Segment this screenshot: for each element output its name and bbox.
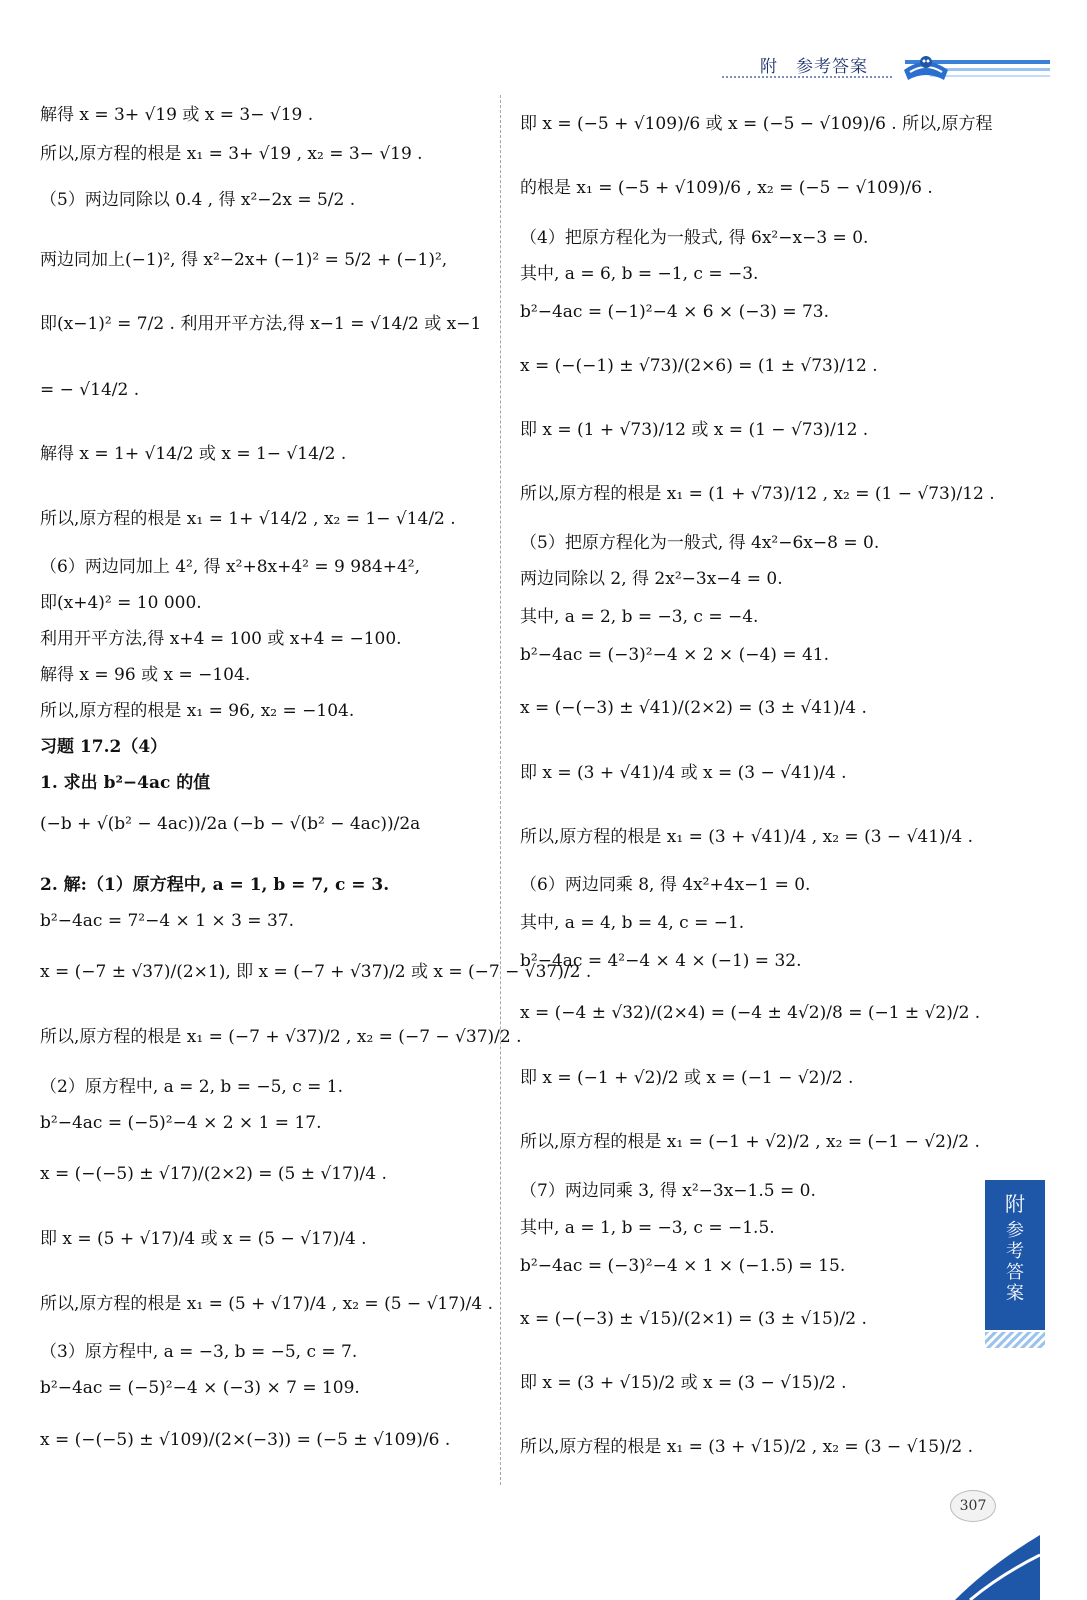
text-line: b²−4ac = (−1)²−4 × 6 × (−3) = 73. [520, 302, 829, 322]
text-line: 利用开平方法,得 x+4 = 100 或 x+4 = −100. [40, 629, 402, 649]
text-line: (−b + √(b² − 4ac))/2a (−b − √(b² − 4ac))/2a [40, 814, 421, 834]
column-divider [500, 95, 501, 1485]
side-tab-stripes [985, 1332, 1045, 1348]
text-line: 所以,原方程的根是 x₁ = 1+ √14/2 , x₂ = 1− √14/2 . [40, 509, 456, 529]
text-line: = − √14/2 . [40, 380, 140, 400]
header-title: 附 参考答案 [760, 57, 868, 77]
text-line: 两边同加上(−1)², 得 x²−2x+ (−1)² = 5/2 + (−1)², [40, 250, 448, 270]
text-line: 的根是 x₁ = (−5 + √109)/6 , x₂ = (−5 − √109)/6 . [520, 178, 933, 198]
text-line: 即 x = (−1 + √2)/2 或 x = (−1 − √2)/2 . [520, 1068, 854, 1088]
book-mascot-icon [900, 50, 952, 86]
text-line: 即(x−1)² = 7/2 . 利用开平方法,得 x−1 = √14/2 或 x−1 [40, 314, 482, 334]
text-line: 解得 x = 3+ √19 或 x = 3− √19 . [40, 105, 314, 125]
text-line: 即 x = (−5 + √109)/6 或 x = (−5 − √109)/6 . 所以,原方程 [520, 114, 993, 134]
side-tab-top: 附 [1005, 1192, 1025, 1216]
text-line: 1. 求出 b²−4ac 的值 [40, 773, 211, 793]
text-line: x = (−(−3) ± √41)/(2×2) = (3 ± √41)/4 . [520, 698, 867, 718]
text-line: 其中, a = 1, b = −3, c = −1.5. [520, 1218, 775, 1238]
text-line: x = (−7 ± √37)/(2×1), 即 x = (−7 + √37)/2 或 x = (−7 − √37)/2 . [40, 962, 592, 982]
text-line: 其中, a = 6, b = −1, c = −3. [520, 264, 759, 284]
header-dotted-rule [722, 76, 892, 78]
text-line: 所以,原方程的根是 x₁ = 3+ √19 , x₂ = 3− √19 . [40, 144, 423, 164]
text-line: （2）原方程中, a = 2, b = −5, c = 1. [40, 1077, 344, 1097]
side-tab-label: 参考答案 [1006, 1220, 1024, 1304]
text-line: （6）两边同乘 8, 得 4x²+4x−1 = 0. [520, 875, 811, 895]
text-line: （5）两边同除以 0.4 , 得 x²−2x = 5/2 . [40, 190, 356, 210]
text-line: （5）把原方程化为一般式, 得 4x²−6x−8 = 0. [520, 533, 880, 553]
text-line: x = (−(−5) ± √17)/(2×2) = (5 ± √17)/4 . [40, 1164, 387, 1184]
text-line: 即 x = (3 + √41)/4 或 x = (3 − √41)/4 . [520, 763, 847, 783]
text-line: 所以,原方程的根是 x₁ = (3 + √15)/2 , x₂ = (3 − √15)/2 . [520, 1437, 974, 1457]
text-line: b²−4ac = (−3)²−4 × 2 × (−4) = 41. [520, 645, 829, 665]
text-line: 即 x = (5 + √17)/4 或 x = (5 − √17)/4 . [40, 1229, 367, 1249]
text-line: 两边同除以 2, 得 2x²−3x−4 = 0. [520, 569, 783, 589]
text-line: b²−4ac = 7²−4 × 1 × 3 = 37. [40, 911, 294, 931]
text-line: x = (−4 ± √32)/(2×4) = (−4 ± 4√2)/8 = (−1 ± √2)/2 . [520, 1003, 981, 1023]
text-line: 解得 x = 1+ √14/2 或 x = 1− √14/2 . [40, 444, 347, 464]
text-line: 所以,原方程的根是 x₁ = (3 + √41)/4 , x₂ = (3 − √41)/4 . [520, 827, 974, 847]
text-line: 2. 解:（1）原方程中, a = 1, b = 7, c = 3. [40, 875, 390, 895]
text-line: b²−4ac = 4²−4 × 4 × (−1) = 32. [520, 951, 802, 971]
text-line: （3）原方程中, a = −3, b = −5, c = 7. [40, 1342, 358, 1362]
text-line: b²−4ac = (−5)²−4 × 2 × 1 = 17. [40, 1113, 322, 1133]
text-line: 即(x+4)² = 10 000. [40, 593, 202, 613]
text-line: （7）两边同乘 3, 得 x²−3x−1.5 = 0. [520, 1181, 816, 1201]
text-line: 所以,原方程的根是 x₁ = (1 + √73)/12 , x₂ = (1 − √73)/12 . [520, 484, 995, 504]
text-line: 即 x = (3 + √15)/2 或 x = (3 − √15)/2 . [520, 1373, 847, 1393]
page-number: 307 [950, 1490, 996, 1522]
text-line: 解得 x = 96 或 x = −104. [40, 665, 251, 685]
page-header [720, 50, 1050, 90]
text-line: 即 x = (1 + √73)/12 或 x = (1 − √73)/12 . [520, 420, 869, 440]
text-line: 所以,原方程的根是 x₁ = 96, x₂ = −104. [40, 701, 355, 721]
corner-swoosh-icon [950, 1525, 1040, 1600]
text-line: 所以,原方程的根是 x₁ = (−7 + √37)/2 , x₂ = (−7 − √37)/2 . [40, 1027, 522, 1047]
text-line: x = (−(−3) ± √15)/(2×1) = (3 ± √15)/2 . [520, 1309, 867, 1329]
text-line: b²−4ac = (−3)²−4 × 1 × (−1.5) = 15. [520, 1256, 846, 1276]
text-line: 其中, a = 4, b = 4, c = −1. [520, 913, 745, 933]
text-line: b²−4ac = (−5)²−4 × (−3) × 7 = 109. [40, 1378, 360, 1398]
text-line: 习题 17.2（4） [40, 737, 168, 757]
text-line: x = (−(−5) ± √109)/(2×(−3)) = (−5 ± √109)/6 . [40, 1430, 451, 1450]
text-line: x = (−(−1) ± √73)/(2×6) = (1 ± √73)/12 . [520, 356, 878, 376]
side-section-tab [985, 1180, 1045, 1330]
text-line: 所以,原方程的根是 x₁ = (−1 + √2)/2 , x₂ = (−1 − √2)/2 . [520, 1132, 980, 1152]
text-line: 其中, a = 2, b = −3, c = −4. [520, 607, 759, 627]
text-line: （6）两边同加上 4², 得 x²+8x+4² = 9 984+4², [40, 557, 420, 577]
text-line: 所以,原方程的根是 x₁ = (5 + √17)/4 , x₂ = (5 − √17)/4 . [40, 1294, 494, 1314]
text-line: （4）把原方程化为一般式, 得 6x²−x−3 = 0. [520, 228, 869, 248]
